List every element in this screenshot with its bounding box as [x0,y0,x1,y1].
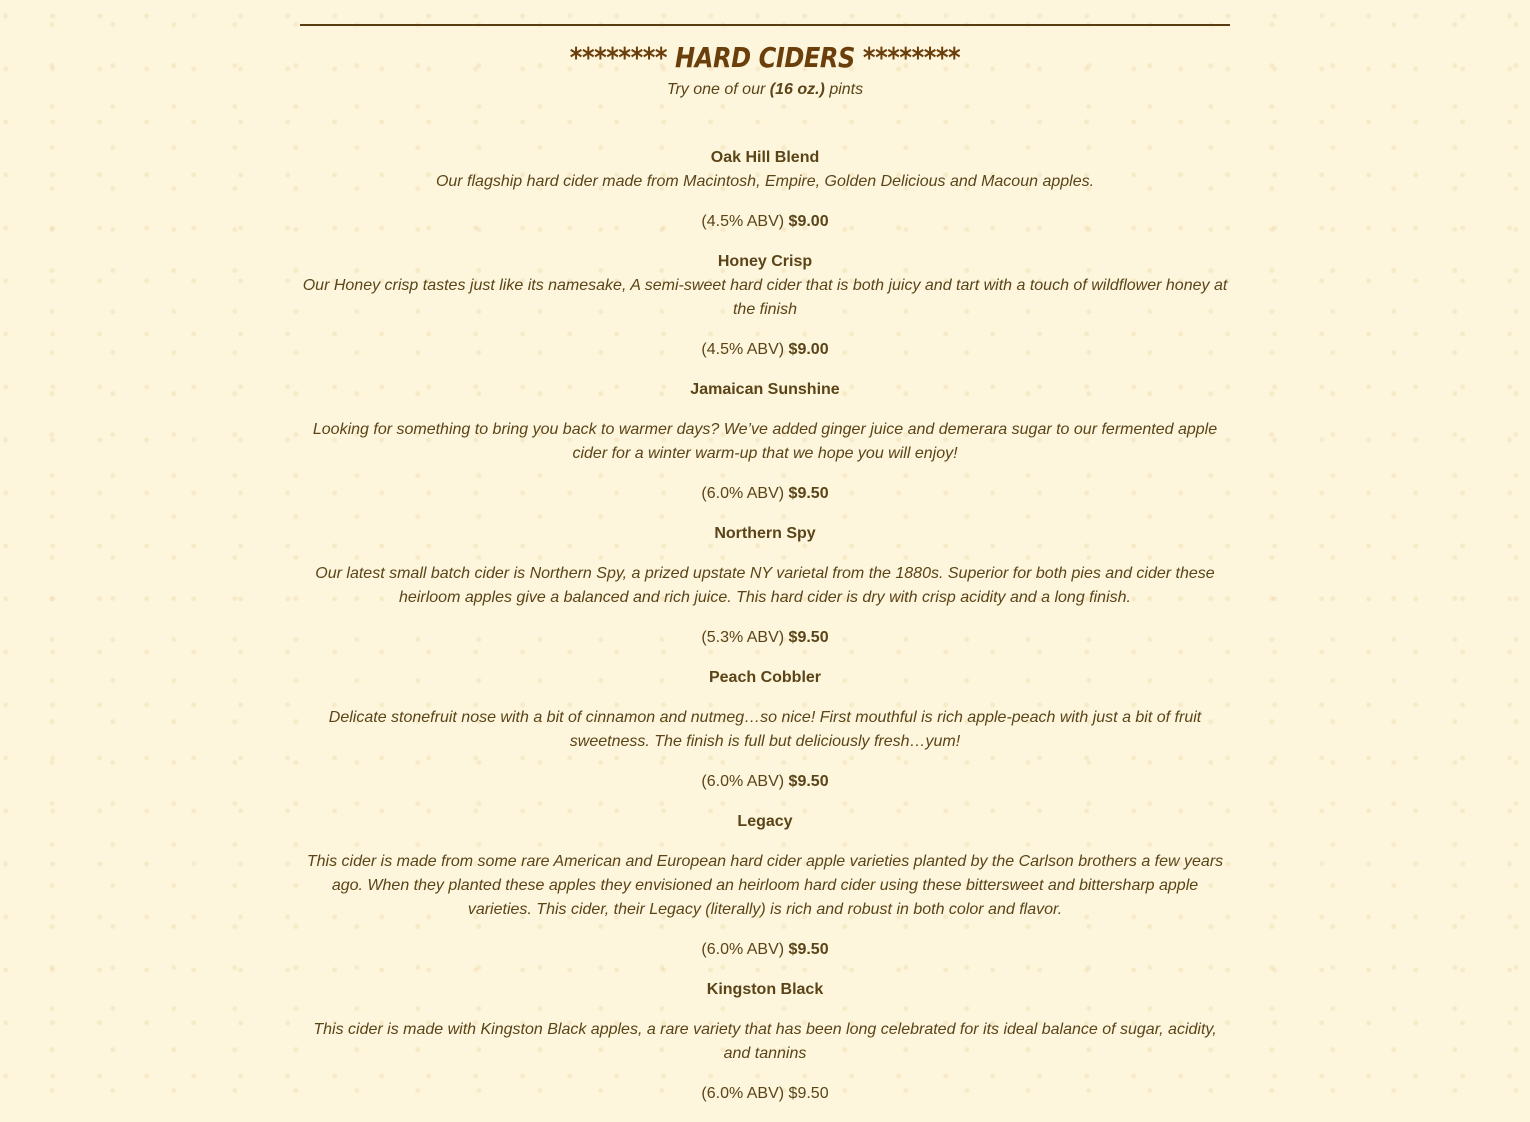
item-price-line [300,210,1230,234]
item-description: Looking for something to bring you back to warmer days? We’ve added ginger juice and demerara sugar to our fermented apple cider for a winter warm-up that we hope you will enjoy! [312,421,1218,462]
subtitle-text: Try one of our [666,81,766,98]
menu-item [300,250,1230,362]
item-description: Our flagship hard cider made from Macintosh, Empire, Golden Delicious and Macoun apples. [435,173,1095,190]
item-abv: (6.0% ABV) [701,1085,785,1102]
cider-menu [300,24,1230,1122]
menu-item [300,978,1230,1106]
item-abv: (6.0% ABV) [701,773,785,790]
menu-item [300,810,1230,962]
item-description: Delicate stonefruit nose with a bit of cinnamon and nutmeg…so nice! First mouthful is rich apple-peach with just a bit of fruit sweetness. The finish is full but deliciously fresh…yum! [328,709,1202,750]
item-price: $9.50 [788,941,829,958]
menu-item [300,522,1230,650]
subtitle-size: (16 oz.) [769,81,825,98]
item-price-line [300,1082,1230,1106]
item-description: This cider is made from some rare American and European hard cider apple varieties planted by the Carlson brothers a few years ago. When they planted these apples they envisioned an heirloom hard cider using these bittersweet and bittersharp apple varieties. This cider, their Legacy (literally) is rich and robust in both color and flavor. [306,853,1224,918]
item-name: Kingston Black [706,981,824,998]
item-abv: (5.3% ABV) [701,629,785,646]
item-price: $9.50 [788,485,829,502]
item-price: $9.50 [788,629,829,646]
item-description: Our Honey crisp tastes just like its namesake, A semi-sweet hard cider that is both juicy and tart with a touch of wildflower honey at the finish [302,277,1228,318]
item-name: Peach Cobbler [708,669,822,686]
item-price-line [300,770,1230,794]
item-name: Legacy [737,813,793,830]
menu-items [300,146,1230,1106]
item-abv: (6.0% ABV) [701,485,785,502]
item-price-line [300,482,1230,506]
item-price: $9.50 [788,1085,829,1102]
menu-item [300,666,1230,794]
item-price-line [300,626,1230,650]
subtitle-text-end: pints [829,81,864,98]
menu-item [300,146,1230,234]
item-price-line [300,338,1230,362]
item-description: Our latest small batch cider is Northern Spy, a prized upstate NY varietal from the 1880s. Superior for both pies and cider these heirloom apples give a balanced and rich juice. This hard cider is dry with crisp acidity and a long finish. [315,565,1215,606]
item-price: $9.50 [788,773,829,790]
item-name: Jamaican Sunshine [690,381,840,398]
section-subtitle [300,78,1230,102]
item-price-line [300,938,1230,962]
divider [300,24,1230,26]
item-description: This cider is made with Kingston Black apples, a rare variety that has been long celebrated for its ideal balance of sugar, acidity, and tannins [313,1021,1217,1062]
item-price: $9.00 [788,341,829,358]
menu-item [300,378,1230,506]
item-name: Honey Crisp [717,253,813,270]
item-abv: (4.5% ABV) [701,213,785,230]
section-title: ******** HARD CIDERS ******** [569,41,961,74]
item-name: Oak Hill Blend [710,149,820,166]
item-abv: (4.5% ABV) [701,341,785,358]
item-name: Northern Spy [714,525,816,542]
item-price: $9.00 [788,213,829,230]
item-abv: (6.0% ABV) [701,941,785,958]
